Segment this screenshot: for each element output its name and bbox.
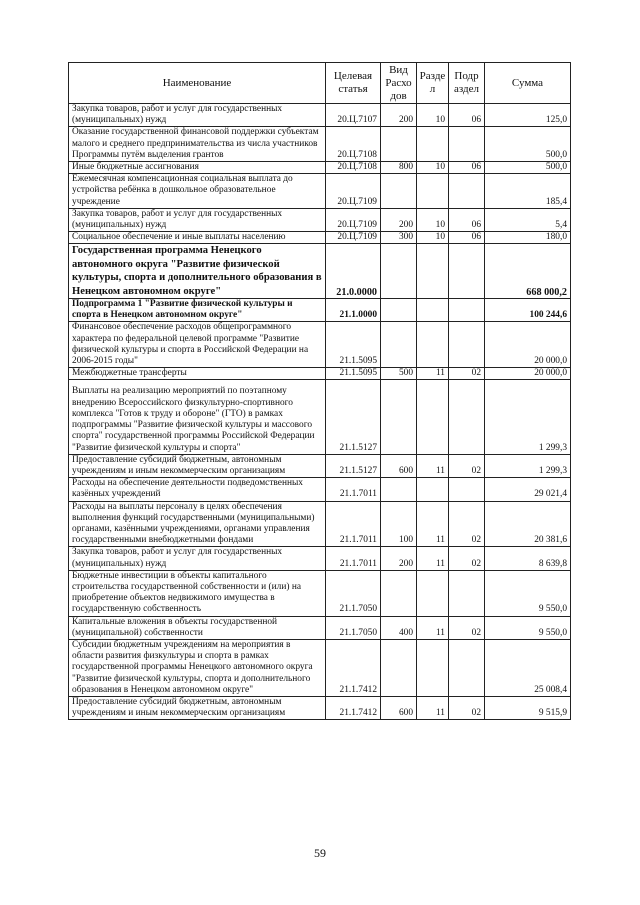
row-vid: 500 — [381, 368, 417, 380]
row-name: Подпрограмма 1 "Развитие физической культуры и спорта в Ненецком автономном округе" — [69, 299, 326, 322]
row-name: Капитальные вложения в объекты государственной (муниципальной) собственности — [69, 616, 326, 639]
row-sum: 5,4 — [485, 208, 571, 231]
row-name: Предоставление субсидий бюджетным, автономным учреждениям и иным некоммерческим организациям — [69, 696, 326, 719]
row-podrazdel: 02 — [449, 501, 485, 547]
table-header-row — [69, 63, 571, 104]
row-vid: 600 — [381, 696, 417, 719]
row-name: Бюджетные инвестиции в объекты капитального строительства государственной собственности и (или) на приобретение объектов недвижимого имущества в государственную собственность — [69, 570, 326, 616]
row-razdel: 11 — [417, 547, 449, 570]
table-row — [69, 478, 571, 501]
row-razdel: 11 — [417, 454, 449, 477]
row-sum: 100 244,6 — [485, 299, 571, 322]
row-vid: 100 — [381, 501, 417, 547]
header-razdel: Разде л — [417, 63, 449, 104]
header-name: Наименование — [69, 63, 326, 104]
row-razdel: 11 — [417, 616, 449, 639]
table-row — [69, 322, 571, 368]
row-podrazdel: 06 — [449, 104, 485, 127]
row-target: 20.Ц.7109 — [326, 208, 381, 231]
row-sum: 29 021,4 — [485, 478, 571, 501]
table-row — [69, 570, 571, 616]
table-row — [69, 208, 571, 231]
row-target: 20.Ц.7109 — [326, 232, 381, 244]
header-podrazdel: Подр аздел — [449, 63, 485, 104]
table-row — [69, 501, 571, 547]
row-target: 21.1.5095 — [326, 322, 381, 368]
row-vid — [381, 244, 417, 299]
row-razdel — [417, 299, 449, 322]
header-sum: Сумма — [485, 63, 571, 104]
row-name: Межбюджетные трансферты — [69, 368, 326, 380]
table-row — [69, 547, 571, 570]
row-target: 21.1.7011 — [326, 478, 381, 501]
row-podrazdel — [449, 127, 485, 162]
row-sum: 1 299,3 — [485, 380, 571, 454]
row-name: Социальное обеспечение и иные выплаты населению — [69, 232, 326, 244]
row-name: Закупка товаров, работ и услуг для государственных (муниципальных) нужд — [69, 104, 326, 127]
table-row — [69, 299, 571, 322]
row-target: 20.Ц.7107 — [326, 104, 381, 127]
row-podrazdel: 02 — [449, 454, 485, 477]
row-razdel — [417, 570, 449, 616]
row-vid — [381, 322, 417, 368]
row-vid — [381, 174, 417, 209]
row-target: 20.Ц.7108 — [326, 162, 381, 174]
row-sum: 8 639,8 — [485, 547, 571, 570]
table-row — [69, 616, 571, 639]
row-target: 21.1.7050 — [326, 616, 381, 639]
row-podrazdel — [449, 322, 485, 368]
table-row — [69, 368, 571, 380]
row-razdel: 11 — [417, 501, 449, 547]
row-target: 21.1.7011 — [326, 501, 381, 547]
row-sum: 180,0 — [485, 232, 571, 244]
table-row — [69, 244, 571, 299]
row-podrazdel: 02 — [449, 547, 485, 570]
row-razdel: 10 — [417, 104, 449, 127]
table-row — [69, 454, 571, 477]
row-name: Субсидии бюджетным учреждениям на мероприятия в области развития физкультуры и спорта в рамках государственной программы Ненецкого автономного округа "Развитие физической культуры, спорта и дополнительного образования в Ненецком автономном округе" — [69, 639, 326, 696]
row-name: Иные бюджетные ассигнования — [69, 162, 326, 174]
row-name: Ежемесячная компенсационная социальная выплата до устройства ребёнка в дошкольное образовательное учреждение — [69, 174, 326, 209]
row-target: 21.1.7011 — [326, 547, 381, 570]
row-sum: 500,0 — [485, 162, 571, 174]
row-razdel: 10 — [417, 208, 449, 231]
row-sum: 25 008,4 — [485, 639, 571, 696]
row-sum: 500,0 — [485, 127, 571, 162]
table-row — [69, 174, 571, 209]
table-row — [69, 232, 571, 244]
row-razdel: 11 — [417, 696, 449, 719]
row-podrazdel — [449, 570, 485, 616]
row-sum: 9 515,9 — [485, 696, 571, 719]
row-name: Оказание государственной финансовой поддержки субъектам малого и среднего предпринимательства из числа участников Программы путём выделения грантов — [69, 127, 326, 162]
row-vid: 200 — [381, 104, 417, 127]
row-target: 21.1.0000 — [326, 299, 381, 322]
table-row — [69, 162, 571, 174]
row-podrazdel — [449, 244, 485, 299]
table-row — [69, 696, 571, 719]
row-podrazdel — [449, 174, 485, 209]
row-sum: 1 299,3 — [485, 454, 571, 477]
row-sum: 668 000,2 — [485, 244, 571, 299]
row-name: Закупка товаров, работ и услуг для государственных (муниципальных) нужд — [69, 547, 326, 570]
row-target: 21.1.5095 — [326, 368, 381, 380]
row-podrazdel: 02 — [449, 616, 485, 639]
table-row — [69, 380, 571, 454]
row-razdel: 10 — [417, 162, 449, 174]
row-podrazdel — [449, 639, 485, 696]
row-target: 21.1.7050 — [326, 570, 381, 616]
row-razdel — [417, 478, 449, 501]
row-podrazdel — [449, 380, 485, 454]
row-razdel — [417, 244, 449, 299]
row-razdel — [417, 322, 449, 368]
row-podrazdel: 06 — [449, 208, 485, 231]
row-target: 20.Ц.7108 — [326, 127, 381, 162]
row-target: 21.1.5127 — [326, 454, 381, 477]
row-razdel: 10 — [417, 232, 449, 244]
table-row — [69, 127, 571, 162]
row-vid: 400 — [381, 616, 417, 639]
row-sum: 20 381,6 — [485, 501, 571, 547]
row-razdel — [417, 127, 449, 162]
table-row — [69, 104, 571, 127]
table-row — [69, 639, 571, 696]
row-name: Расходы на выплаты персоналу в целях обеспечения выполнения функций государственными (муниципальными) органами, казёнными учреждениями, органами управления государственными внебюджетными фондами — [69, 501, 326, 547]
row-target: 20.Ц.7109 — [326, 174, 381, 209]
row-name: Выплаты на реализацию мероприятий по поэтапному внедрению Всероссийского физкультурно-спортивного комплекса "Готов к труду и обороне" (ГТО) в рамках подпрограммы "Развитие физической культуры и массового спорта" государственной программы Российской Федерации "Развитие физической культуры и спорта" — [69, 380, 326, 454]
row-vid — [381, 127, 417, 162]
row-podrazdel: 06 — [449, 162, 485, 174]
row-target: 21.1.7412 — [326, 696, 381, 719]
row-razdel — [417, 380, 449, 454]
row-podrazdel — [449, 478, 485, 501]
row-sum: 185,4 — [485, 174, 571, 209]
row-sum: 20 000,0 — [485, 368, 571, 380]
row-vid — [381, 570, 417, 616]
row-name: Предоставление субсидий бюджетным, автономным учреждениям и иным некоммерческим организациям — [69, 454, 326, 477]
row-name: Закупка товаров, работ и услуг для государственных (муниципальных) нужд — [69, 208, 326, 231]
row-name: Расходы на обеспечение деятельности подведомственных казённых учреждений — [69, 478, 326, 501]
row-name: Финансовое обеспечение расходов общепрограммного характера по федеральной целевой программе "Развитие физической культуры и спорта в Российской Федерации на 2006-2015 годы" — [69, 322, 326, 368]
row-podrazdel: 02 — [449, 368, 485, 380]
row-podrazdel: 02 — [449, 696, 485, 719]
row-vid: 200 — [381, 547, 417, 570]
budget-table — [68, 62, 571, 720]
row-vid: 800 — [381, 162, 417, 174]
table-body — [69, 104, 571, 720]
row-sum: 20 000,0 — [485, 322, 571, 368]
row-sum: 9 550,0 — [485, 570, 571, 616]
page-number: 59 — [314, 846, 326, 860]
row-razdel — [417, 639, 449, 696]
row-vid — [381, 380, 417, 454]
row-target: 21.1.7412 — [326, 639, 381, 696]
header-target: Целевая статья — [326, 63, 381, 104]
row-sum: 125,0 — [485, 104, 571, 127]
row-razdel: 11 — [417, 368, 449, 380]
row-vid — [381, 639, 417, 696]
row-razdel — [417, 174, 449, 209]
header-vid: Вид Расхо дов — [381, 63, 417, 104]
row-vid: 200 — [381, 208, 417, 231]
row-vid: 300 — [381, 232, 417, 244]
row-podrazdel: 06 — [449, 232, 485, 244]
row-vid — [381, 478, 417, 501]
row-target: 21.1.5127 — [326, 380, 381, 454]
row-target: 21.0.0000 — [326, 244, 381, 299]
row-podrazdel — [449, 299, 485, 322]
row-vid — [381, 299, 417, 322]
row-sum: 9 550,0 — [485, 616, 571, 639]
row-vid: 600 — [381, 454, 417, 477]
row-name: Государственная программа Ненецкого автономного округа "Развитие физической культуры, спорта и дополнительного образования в Ненецком автономном округе" — [69, 244, 326, 299]
